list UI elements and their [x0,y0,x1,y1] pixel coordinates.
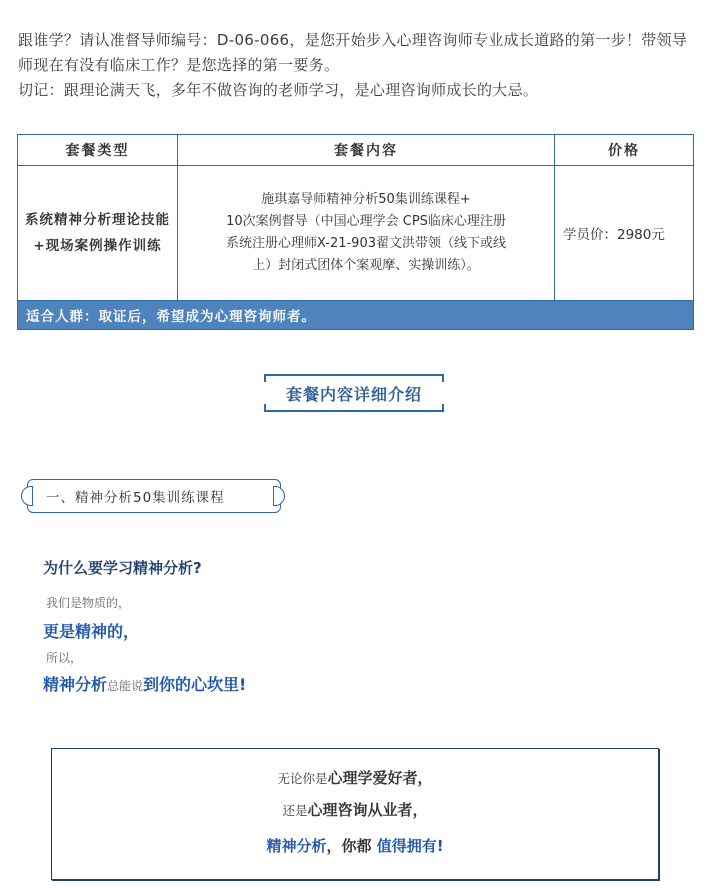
header-type: 套餐类型 [18,135,178,166]
quote-line-3-b: ，你都 [326,837,377,855]
table-row [18,166,694,301]
detail-title: 套餐内容详细介绍 [285,385,422,404]
quote-line-1 [52,767,658,788]
bracket-bottom [264,404,444,412]
package-type: 系统精神分析理论技能+现场案例操作训练 [18,166,178,301]
content-line: 10次案例督导（中国心理学会 CPS临床心理注册 [226,214,506,229]
content-line: 系统注册心理师X-21-903翟文洪带领（线下或线 [226,236,506,251]
package-price: 学员价：2980元 [555,166,694,301]
reason-line-1: 我们是物质的， [46,596,131,610]
section-heading-text: 一、精神分析50集训练课程 [46,490,225,506]
right-semicircle-decor [273,486,285,506]
content-line: 上）封闭式团体个案观摩、实操训练）。 [252,258,480,273]
why-question: 为什么要学习精神分析? [43,559,202,577]
reason-line-4-b: 总能说 [107,679,144,693]
content-line: 施琪嘉导师精神分析50集训练课程+ [261,192,471,207]
header-price: 价格 [555,135,694,166]
header-content: 套餐内容 [178,135,555,166]
intro-line-1: 跟谁学？请认准督导师编号：D-06-066，是您开始步入心理咨询师专业成长道路的第一步！带领导师现在有没有临床工作？是您选择的第一要务。 [18,31,688,74]
quote-line-3 [52,835,658,856]
intro-line-2: 切记：跟理论满天飞，多年不做咨询的老师学习，是心理咨询师成长的大忌。 [18,81,539,99]
intro-text [18,28,698,103]
quote-line-2 [52,799,658,820]
quote-line-2-a: 还是 [282,803,308,818]
left-semicircle-decor [21,486,33,506]
reason-line-4 [43,672,246,695]
audience-row [18,301,694,330]
package-content [178,166,555,301]
table-header-row [18,135,694,166]
reason-line-4-a: 精神分析 [43,675,108,694]
section-heading [18,479,288,513]
reason-line-2: 更是精神的， [43,622,140,641]
quote-line-1-a: 无论你是 [277,771,328,786]
quote-line-1-b: 心理学爱好者， [327,769,433,787]
quote-box [51,748,659,880]
detail-title-box [264,374,444,412]
bracket-top [264,374,444,382]
quote-line-3-c: 值得拥有! [376,837,444,855]
quote-line-3-a: 精神分析 [266,837,327,855]
audience-banner: 适合人群：取证后，希望成为心理咨询师者。 [18,301,694,330]
reason-line-3: 所以， [46,651,83,665]
reason-line-4-c: 到你的心坎里! [143,675,247,694]
quote-line-2-b: 心理咨询从业者， [307,801,428,819]
package-table [17,134,694,330]
